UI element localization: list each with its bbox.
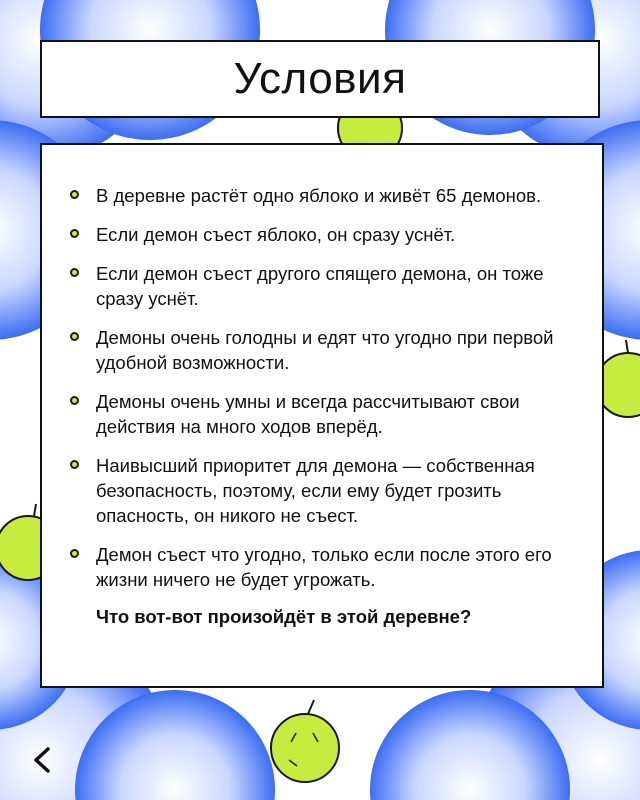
rule-text: Наивысший приоритет для демона — собственная безопасность, поэтому, если ему будет грозить опасность, он никого не съест. xyxy=(96,455,535,526)
list-item xyxy=(70,542,578,592)
rule-text: Демоны очень умны и всегда рассчитывают свои действия на много ходов вперёд. xyxy=(96,391,520,437)
rule-text: В деревне растёт одно яблоко и живёт 65 демонов. xyxy=(96,185,542,206)
bullet-dot-icon xyxy=(70,549,79,558)
bullet-dot-icon xyxy=(70,460,79,469)
list-item xyxy=(70,222,578,247)
rule-text: Демоны очень голодны и едят что угодно при первой удобной возможности. xyxy=(96,327,554,373)
list-item xyxy=(70,261,578,311)
rule-text: Демон съест что угодно, только если после этого его жизни ничего не будет угрожать. xyxy=(96,544,552,590)
rules-list xyxy=(70,183,578,592)
list-item xyxy=(70,453,578,528)
apple-icon xyxy=(271,700,339,782)
bullet-dot-icon xyxy=(70,268,79,277)
list-item xyxy=(70,389,578,439)
bullet-dot-icon xyxy=(70,229,79,238)
title-box xyxy=(40,40,600,118)
page-title: Условия xyxy=(233,54,407,103)
rule-text: Если демон съест другого спящего демона, он тоже сразу уснёт. xyxy=(96,263,544,309)
list-item xyxy=(70,183,578,208)
bullet-dot-icon xyxy=(70,190,79,199)
bullet-dot-icon xyxy=(70,332,79,341)
back-button[interactable] xyxy=(28,742,56,778)
chevron-left-icon xyxy=(32,746,52,774)
list-item xyxy=(70,325,578,375)
bullet-dot-icon xyxy=(70,396,79,405)
question-text: Что вот-вот произойдёт в этой деревне? xyxy=(96,606,472,627)
conditions-card xyxy=(40,143,604,688)
rule-text: Если демон съест яблоко, он сразу уснёт. xyxy=(96,224,456,245)
